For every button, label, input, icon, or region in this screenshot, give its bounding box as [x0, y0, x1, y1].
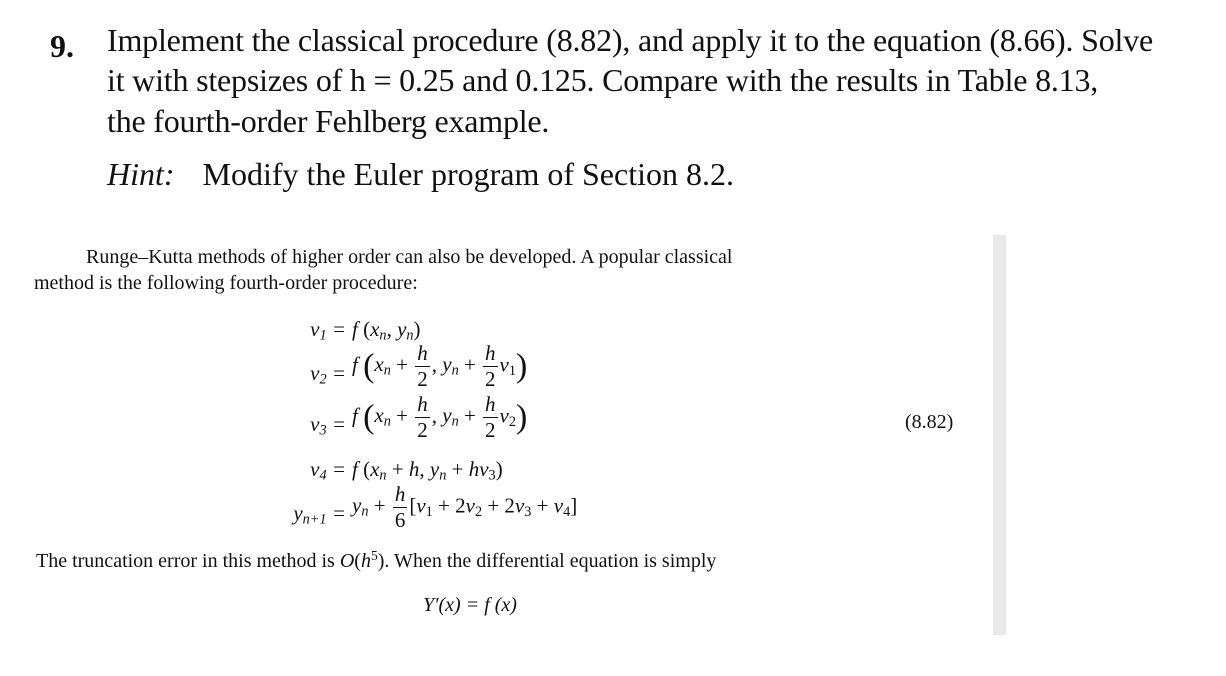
- hint-label: Hint:: [107, 156, 175, 192]
- exercise-line-2: it with stepsizes of h = 0.25 and 0.125. Compare with the results in Table 8.13,: [107, 62, 1099, 98]
- equation-v4-rhs: f ($x_n + h$, $y_n + hv_3$): [352, 457, 503, 484]
- hint-text: Modify the Euler program of Section 8.2.: [202, 156, 734, 192]
- equation-v3-lhs: $v_3$ =: [310, 412, 346, 439]
- scan-margin-bar: [993, 235, 1006, 635]
- equation-v3-rhs: f ($x_n$ + $\frac{h}{2}$ , $y_n$ + $\frac{h}{2}$ $v_2$): [352, 392, 528, 442]
- differential-equation: Y′(x) = f (x): [423, 594, 517, 616]
- paragraph-line-2: method is the following fourth-order procedure:: [34, 272, 418, 294]
- paragraph-line-1: Runge–Kutta methods of higher order can also be developed. A popular classical: [86, 246, 733, 268]
- equation-v1-rhs: f ($x_n$, $y_n$): [352, 317, 421, 344]
- exercise-line-3: the fourth-order Fehlberg example.: [107, 103, 550, 139]
- equation-number: (8.82): [905, 411, 954, 433]
- equation-v2-rhs: f ($x_n$ + $\frac{h}{2}$ , $y_n$ + $\frac{h}{2}$ $v_1$): [352, 341, 528, 391]
- exercise-line-1: Implement the classical procedure (8.82), and apply it to the equation (8.66). Solve: [107, 22, 1153, 58]
- equation-v2-lhs: $v_2$ =: [310, 361, 346, 388]
- exercise-number: 9.: [50, 28, 74, 64]
- equation-yn1-rhs: $y_n$ + $\frac{h}{6}$ $[v_1 + 2v_2 + 2v_3 + v_4]$: [352, 482, 578, 532]
- equation-v1-lhs: $v_1$ =: [310, 317, 346, 344]
- equation-yn1-lhs: $y_{n+1}$ =: [293, 501, 346, 528]
- truncation-sentence: The truncation error in this method is $O(h^5)$. When the differential equation is simply: [36, 548, 717, 572]
- equation-v4-lhs: $v_4$ =: [310, 457, 346, 484]
- hint: [107, 156, 734, 193]
